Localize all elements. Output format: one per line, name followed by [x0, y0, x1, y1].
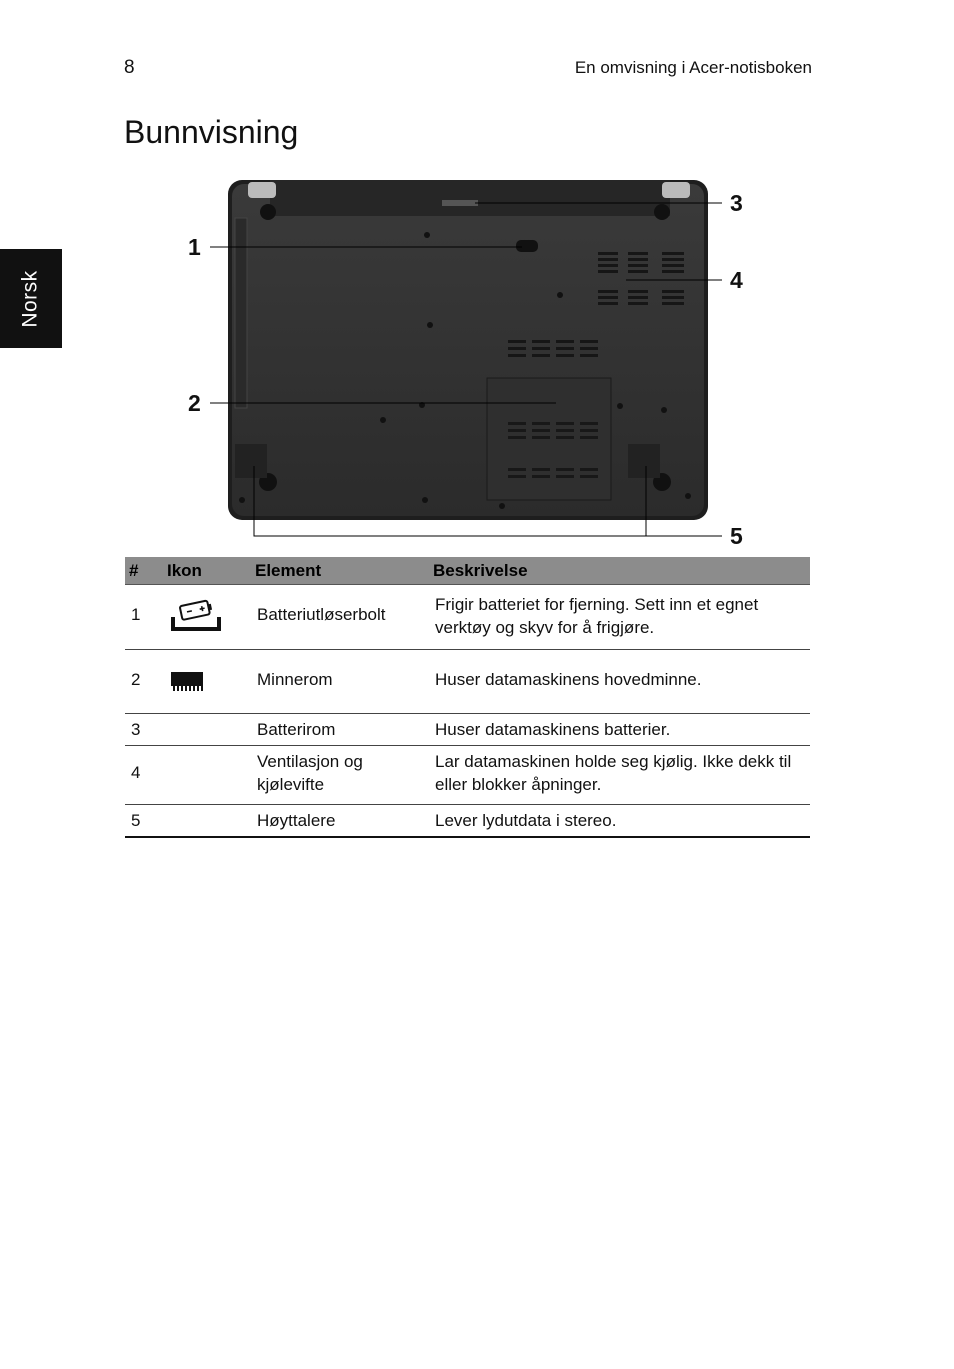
callout-1: 1: [188, 234, 201, 260]
table-row: [125, 585, 810, 650]
row-icon: [163, 746, 251, 805]
table-row: [125, 805, 810, 838]
row-num: 3: [125, 714, 163, 746]
row-description: Frigir batteriet for fjerning. Sett inn et egnet verktøy og skyv for å frigjøre.: [429, 585, 810, 650]
callout-5: 5: [730, 523, 743, 549]
row-element: Batterirom: [251, 714, 429, 746]
row-num: 5: [125, 805, 163, 838]
callout-3: 3: [730, 190, 743, 216]
laptop-bottom-illustration: [180, 170, 760, 550]
row-element: Minnerom: [251, 650, 429, 714]
page-number: 8: [124, 57, 135, 78]
header-icon: Ikon: [163, 557, 251, 585]
row-element: Høyttalere: [251, 805, 429, 838]
running-title: En omvisning i Acer-notisboken: [574, 58, 812, 77]
row-description: Huser datamaskinens hovedminne.: [429, 650, 810, 714]
component-table: [125, 557, 810, 838]
row-icon: [163, 805, 251, 838]
header-num: #: [125, 557, 163, 585]
callout-4: 4: [730, 267, 743, 293]
row-icon: [163, 714, 251, 746]
table-row: [125, 650, 810, 714]
row-description: Lever lydutdata i stereo.: [429, 805, 810, 838]
language-label: Norsk: [19, 269, 42, 328]
language-side-tab: [0, 249, 62, 348]
section-title: Bunnvisning: [124, 114, 299, 150]
battery-release-icon: [169, 595, 223, 635]
row-num: 1: [125, 585, 163, 650]
row-num: 2: [125, 650, 163, 714]
memory-module-icon: [169, 668, 205, 694]
header-element: Element: [251, 557, 429, 585]
laptop-bottom-view-figure: [180, 170, 760, 550]
table-row: [125, 714, 810, 746]
row-icon: [163, 650, 251, 714]
row-icon: [163, 585, 251, 650]
row-element: Ventilasjon og kjølevifte: [251, 746, 429, 805]
row-element: Batteriutløserbolt: [251, 585, 429, 650]
header-description: Beskrivelse: [429, 557, 810, 585]
callout-2: 2: [188, 390, 201, 416]
row-description: Lar datamaskinen holde seg kjølig. Ikke dekk til eller blokker åpninger.: [429, 746, 810, 805]
row-description: Huser datamaskinens batterier.: [429, 714, 810, 746]
row-num: 4: [125, 746, 163, 805]
table-header-row: [125, 557, 810, 585]
table-row: [125, 746, 810, 805]
